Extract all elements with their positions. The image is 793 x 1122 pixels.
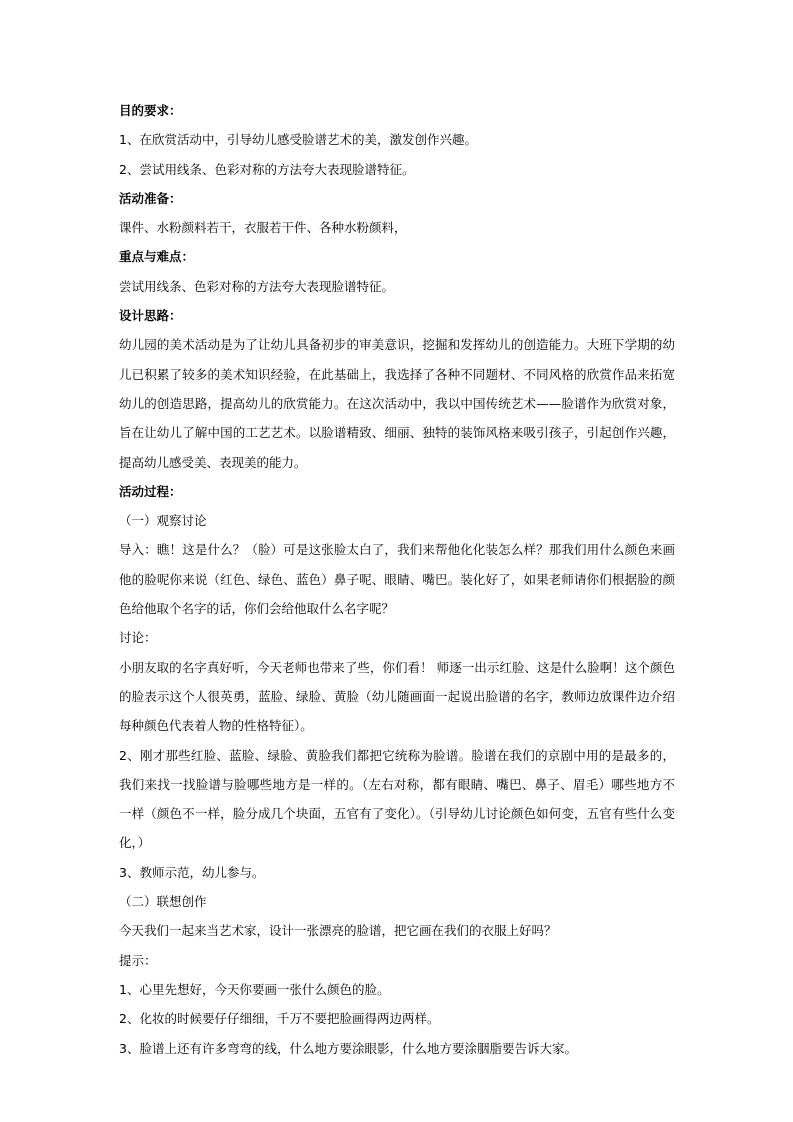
preparation-text: 课件、水粉颜料若干，衣服若干件、各种水粉颜料，	[119, 220, 407, 236]
heading-design-idea: 设计思路：	[119, 308, 182, 324]
design-idea-paragraph: 幼儿园的美术活动是为了让幼儿具备初步的审美意识，挖掘和发挥幼儿的创造能力。大班下学期的幼儿已积累了较多的美术知识经验，在此基础上，我选择了各种不同题材、不同风格的欣赏作品来拓宽幼儿的创造思路，提高幼儿的欣赏能力。在这次活动中，我以中国传统艺术——脸谱作为欣赏对象，旨在让幼儿了解中国的工艺艺术。以脸谱精致、细丽、独特的装饰风格来吸引孩子，引起创作兴趣，提高幼儿感受美、表现美的能力。	[119, 337, 675, 470]
creation-intro: 今天我们一起来当艺术家，设计一张漂亮的脸谱，把它画在我们的衣服上好吗？	[119, 923, 557, 939]
heading-preparation: 活动准备：	[119, 190, 182, 206]
tip-2: 2、化妆的时候要仔仔细细，千万不要把脸画得两边两样。	[119, 1011, 440, 1027]
step-3-line: 3、教师示范，幼儿参与。	[119, 864, 265, 880]
tips-label: 提示：	[119, 952, 157, 968]
objective-2: 2、尝试用线条、色彩对称的方法夸大表现脸谱特征。	[119, 161, 415, 177]
intro-paragraph: 导入：瞧！这是什么？（脸）可是这张脸太白了，我们来帮他化化装怎么样？那我们用什么颜色来画他的脸呢你来说（红色、绿色、蓝色）鼻子呢、眼睛、嘴巴。装化好了，如果老师请你们根据脸的颜色给他取个名字的话，你们会给他取什么名字呢？	[119, 542, 675, 617]
key-points-text: 尝试用线条、色彩对称的方法夸大表现脸谱特征。	[119, 278, 395, 294]
objective-1: 1、在欣赏活动中，引导幼儿感受脸谱艺术的美，激发创作兴趣。	[119, 132, 477, 148]
heading-objectives: 目的要求：	[119, 103, 182, 118]
subheading-creation: （二）联想创作	[119, 894, 207, 910]
discussion-label: 讨论：	[119, 630, 157, 646]
heading-process: 活动过程：	[119, 483, 182, 499]
step-2-paragraph: 2、刚才那些红脸、蓝脸、绿脸、黄脸我们都把它统称为脸谱。脸谱在我们的京剧中用的是最多的，我们来找一找脸谱与脸哪些地方是一样的。（左右对称，都有眼睛、嘴巴、鼻子、眉毛）哪些地方不一样（颜色不一样，脸分成几个块面，五官有了变化）。（引导幼儿讨论颜色如何变，五官有些什么变化，）	[119, 747, 675, 851]
discussion-paragraph: 小朋友取的名字真好听，今天老师也带来了些，你们看！ 师逐一出示红脸、这是什么脸啊！这个颜色的脸表示这个人很英勇，蓝脸、绿脸、黄脸（幼儿随画面一起说出脸谱的名字，教师边放课件边介绍每种颜色代表着人物的性格特征）。	[119, 659, 675, 734]
subheading-observe-discuss: （一）观察讨论	[119, 513, 207, 529]
tip-1: 1、心里先想好，今天你要画一张什么颜色的脸。	[119, 981, 390, 997]
heading-key-points: 重点与难点：	[119, 249, 195, 265]
tip-3: 3、脸谱上还有许多弯弯的线，什么地方要涂眼影，什么地方要涂胭脂要告诉大家。	[119, 1040, 577, 1056]
document-body	[119, 96, 675, 1063]
